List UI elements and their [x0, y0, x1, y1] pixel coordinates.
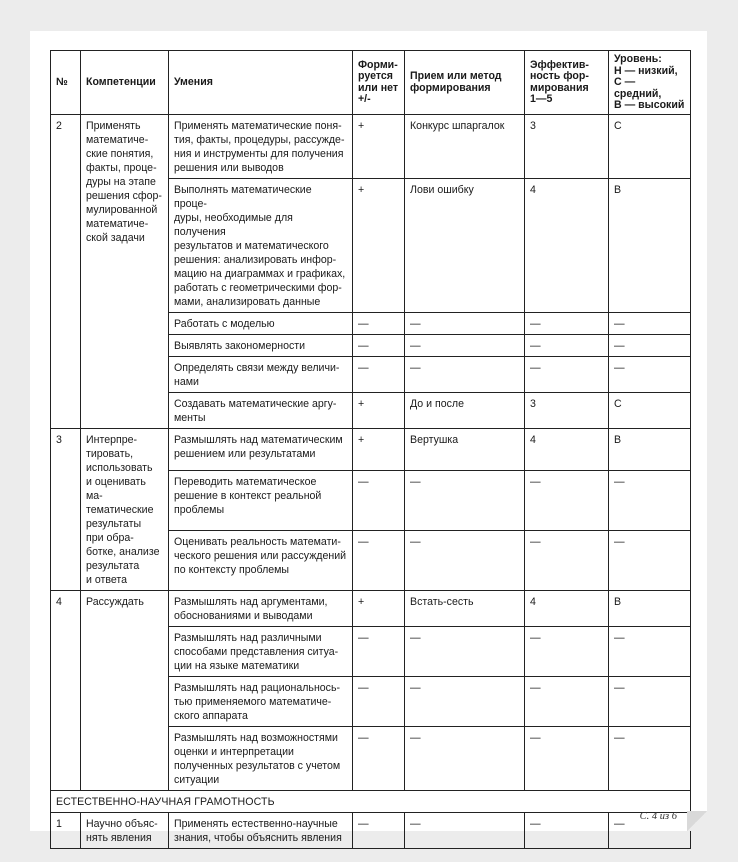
document-page	[30, 31, 707, 844]
section-row	[51, 790, 691, 812]
level-cell: В	[609, 178, 691, 312]
formed-cell: —	[353, 530, 405, 590]
level-cell: —	[609, 726, 691, 790]
effectiveness-cell: —	[525, 530, 609, 590]
competency-table	[50, 50, 691, 849]
formed-cell: —	[353, 334, 405, 356]
section-title: ЕСТЕСТВЕННО-НАУЧНАЯ ГРАМОТНОСТЬ	[51, 790, 691, 812]
formed-cell: —	[353, 726, 405, 790]
effectiveness-cell: 3	[525, 114, 609, 178]
skill-cell: Применять математические поня- тия, факты, процедуры, рассужде- ния и инструменты для получения решения или выводов	[169, 114, 353, 178]
header-method: Прием или метод формирования	[405, 51, 525, 115]
method-cell: —	[405, 312, 525, 334]
method-cell: Встать-сесть	[405, 590, 525, 626]
effectiveness-cell: —	[525, 312, 609, 334]
row-number: 3	[51, 428, 81, 590]
level-cell: С	[609, 114, 691, 178]
competency-cell: Интерпре- тировать, использовать и оценивать ма- тематические результаты при обра- ботке, анализе результата и ответа	[81, 428, 169, 590]
competency-cell: Научно объяс- нять явления	[81, 812, 169, 848]
level-cell: С	[609, 392, 691, 428]
method-cell: —	[405, 530, 525, 590]
formed-cell: +	[353, 178, 405, 312]
method-cell: —	[405, 334, 525, 356]
level-cell: В	[609, 590, 691, 626]
level-cell: —	[609, 356, 691, 392]
competency-cell: Рассуждать	[81, 590, 169, 790]
header-num: №	[51, 51, 81, 115]
formed-cell: +	[353, 114, 405, 178]
skill-cell: Размышлять над математическим решением или результатами	[169, 428, 353, 471]
effectiveness-cell: —	[525, 676, 609, 726]
method-cell: До и после	[405, 392, 525, 428]
skill-cell: Размышлять над возможностями оценки и интерпретации полученных результатов с учетом ситуации	[169, 726, 353, 790]
effectiveness-cell: —	[525, 626, 609, 676]
method-cell: —	[405, 356, 525, 392]
formed-cell: —	[353, 626, 405, 676]
method-cell: Лови ошибку	[405, 178, 525, 312]
row-number: 4	[51, 590, 81, 790]
skill-cell: Оценивать реальность математи- ческого решения или рассуждений по контексту проблемы	[169, 530, 353, 590]
table-body	[51, 114, 691, 848]
skill-cell: Переводить математическое решение в контекст реальной проблемы	[169, 471, 353, 531]
header-formed: Форми- руется или нет +/-	[353, 51, 405, 115]
page-number: С. 4 из 6	[639, 811, 677, 822]
skill-cell: Создавать математические аргу- менты	[169, 392, 353, 428]
level-cell: —	[609, 676, 691, 726]
level-cell: —	[609, 334, 691, 356]
header-skills: Умения	[169, 51, 353, 115]
table-header-row	[51, 51, 691, 115]
effectiveness-cell: —	[525, 471, 609, 531]
header-competency: Компетенции	[81, 51, 169, 115]
page-fold-corner	[687, 811, 707, 831]
effectiveness-cell: 4	[525, 178, 609, 312]
method-cell: Конкурс шпаргалок	[405, 114, 525, 178]
formed-cell: —	[353, 312, 405, 334]
effectiveness-cell: 4	[525, 428, 609, 471]
skill-cell: Размышлять над рациональнось- тью применяемого математиче- ского аппарата	[169, 676, 353, 726]
formed-cell: —	[353, 676, 405, 726]
level-cell: —	[609, 530, 691, 590]
method-cell: —	[405, 812, 525, 848]
formed-cell: —	[353, 812, 405, 848]
method-cell: —	[405, 626, 525, 676]
method-cell: Вертушка	[405, 428, 525, 471]
table-row	[51, 812, 691, 848]
table-row	[51, 114, 691, 178]
level-cell: —	[609, 812, 691, 848]
table-row	[51, 428, 691, 471]
table-row	[51, 590, 691, 626]
skill-cell: Применять естественно-научные знания, чтобы объяснить явления	[169, 812, 353, 848]
formed-cell: +	[353, 590, 405, 626]
formed-cell: —	[353, 356, 405, 392]
formed-cell: —	[353, 471, 405, 531]
header-level: Уровень: Н — низкий, С — средний, В — высокий	[609, 51, 691, 115]
row-number: 2	[51, 114, 81, 428]
skill-cell: Определять связи между величи- нами	[169, 356, 353, 392]
effectiveness-cell: —	[525, 334, 609, 356]
method-cell: —	[405, 471, 525, 531]
effectiveness-cell: 3	[525, 392, 609, 428]
formed-cell: +	[353, 428, 405, 471]
header-effectiveness: Эффектив- ность фор- мирования 1—5	[525, 51, 609, 115]
effectiveness-cell: —	[525, 812, 609, 848]
row-number: 1	[51, 812, 81, 848]
skill-cell: Выполнять математические проце- дуры, необходимые для получения результатов и математического решения: анализировать инфор- мацию на диаграммах и графиках, работать с геометрическими фор- мами, анализировать данные	[169, 178, 353, 312]
level-cell: —	[609, 312, 691, 334]
level-cell: —	[609, 471, 691, 531]
level-cell: В	[609, 428, 691, 471]
method-cell: —	[405, 726, 525, 790]
skill-cell: Размышлять над аргументами, обоснованиями и выводами	[169, 590, 353, 626]
level-cell: —	[609, 626, 691, 676]
formed-cell: +	[353, 392, 405, 428]
skill-cell: Выявлять закономерности	[169, 334, 353, 356]
effectiveness-cell: 4	[525, 590, 609, 626]
effectiveness-cell: —	[525, 356, 609, 392]
effectiveness-cell: —	[525, 726, 609, 790]
method-cell: —	[405, 676, 525, 726]
skill-cell: Работать с моделью	[169, 312, 353, 334]
skill-cell: Размышлять над различными способами представления ситуа- ции на языке математики	[169, 626, 353, 676]
competency-cell: Применять математиче- ские понятия, факты, проце- дуры на этапе решения сфор- мулированной математиче- ской задачи	[81, 114, 169, 428]
